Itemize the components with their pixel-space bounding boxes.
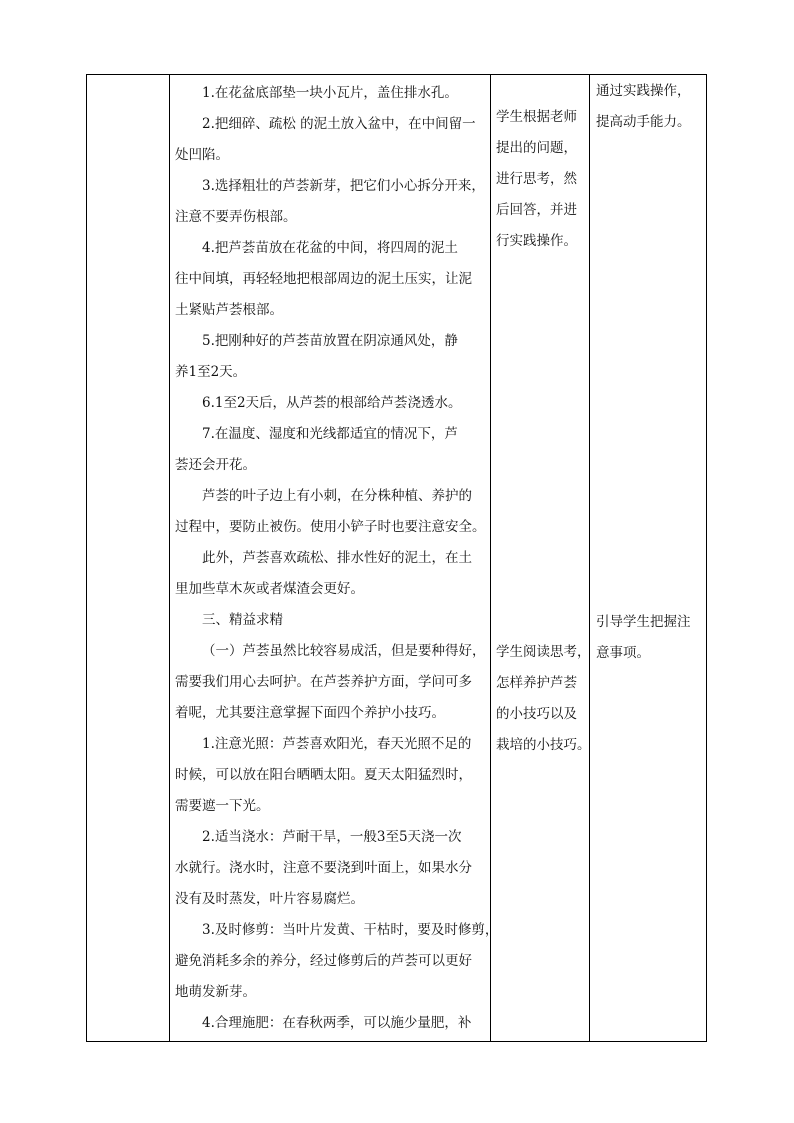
student-line: 栽培的小技巧。 <box>496 737 591 753</box>
teacher-line: 往中间填，再轻轻地把根部周边的泥土压实，让泥 <box>175 271 472 287</box>
teacher-line: 1.在花盆底部垫一块小瓦片，盖住排水孔。 <box>202 85 458 101</box>
teacher-line: 5.把刚种好的芦荟苗放置在阴凉通风处，静 <box>202 333 458 349</box>
teacher-line: 7.在温度、湿度和光线都适宜的情况下，芦 <box>202 426 458 442</box>
student-activity-block-2 <box>496 637 591 761</box>
lesson-table <box>86 74 707 1042</box>
teacher-line: 此外，芦荟喜欢疏松、排水性好的泥土，在土 <box>202 550 472 566</box>
teacher-line: 没有及时蒸发，叶片容易腐烂。 <box>175 891 364 907</box>
intent-line: 意事项。 <box>596 645 650 661</box>
teacher-line: 养1至2天。 <box>175 364 247 380</box>
teacher-activity-cell <box>175 78 499 1039</box>
teacher-line: 3.选择粗壮的芦荟新芽，把它们小心拆分开来， <box>202 178 485 194</box>
teacher-line: 荟还会开花。 <box>175 457 256 473</box>
teacher-line: 2.把细碎、疏松 的泥土放入盆中，在中间留一 <box>202 116 476 132</box>
teacher-line: 芦荟的叶子边上有小刺，在分株种植、养护的 <box>202 488 472 504</box>
teacher-line: 时候，可以放在阳台晒晒太阳。夏天太阳猛烈时， <box>175 767 472 783</box>
intent-line: 引导学生把握注 <box>596 614 691 630</box>
teacher-line: 土紧贴芦荟根部。 <box>175 302 283 318</box>
student-line: 后回答，并进 <box>496 202 577 218</box>
teacher-line: 避免消耗多余的养分，经过修剪后的芦荟可以更好 <box>175 953 472 969</box>
column-divider <box>589 75 590 1041</box>
teacher-line: 地萌发新芽。 <box>175 984 256 1000</box>
teacher-line: 着呢，尤其要注意掌握下面四个养护小技巧。 <box>175 705 445 721</box>
teacher-line: 6.1至2天后，从芦荟的根部给芦荟浇透水。 <box>202 395 462 411</box>
teacher-line: 需要我们用心去呵护。在芦荟养护方面，学问可多 <box>175 674 472 690</box>
column-divider <box>169 75 170 1041</box>
teacher-line: 1.注意光照：芦荟喜欢阳光，春天光照不足的 <box>202 736 472 752</box>
teacher-line: 处凹陷。 <box>175 147 229 163</box>
student-activity-block-1 <box>496 102 588 257</box>
student-line: 的小技巧以及 <box>496 706 577 722</box>
teacher-line: 需要遮一下光。 <box>175 798 270 814</box>
teacher-line: 3.及时修剪：当叶片发黄、干枯时，要及时修剪， <box>202 922 499 938</box>
teacher-line: 三、精益求精 <box>202 612 283 628</box>
student-line: 怎样养护芦荟 <box>496 675 577 691</box>
student-line: 进行思考，然 <box>496 171 577 187</box>
design-intent-block-1 <box>596 76 704 138</box>
intent-line: 通过实践操作， <box>596 83 691 99</box>
teacher-line: 4.合理施肥：在春秋两季，可以施少量肥，补 <box>202 1015 472 1031</box>
teacher-line: 里加些草木灰或者煤渣会更好。 <box>175 581 364 597</box>
teacher-line: 过程中，要防止被伤。使用小铲子时也要注意安全。 <box>175 519 486 535</box>
column-divider <box>490 75 491 1041</box>
teacher-line: （一）芦荟虽然比较容易成活，但是要种得好， <box>202 643 486 659</box>
teacher-line: 注意不要弄伤根部。 <box>175 209 297 225</box>
intent-line: 提高动手能力。 <box>596 114 691 130</box>
student-line: 提出的问题， <box>496 140 577 156</box>
student-line: 学生根据老师 <box>496 109 577 125</box>
design-intent-block-2 <box>596 607 704 669</box>
student-line: 学生阅读思考， <box>496 644 591 660</box>
student-line: 行实践操作。 <box>496 233 577 249</box>
teacher-line: 2.适当浇水：芦耐干旱，一般3至5天浇一次 <box>202 829 462 845</box>
teacher-line: 水就行。浇水时，注意不要浇到叶面上，如果水分 <box>175 860 472 876</box>
teacher-line: 4.把芦荟苗放在花盆的中间，将四周的泥土 <box>202 240 458 256</box>
